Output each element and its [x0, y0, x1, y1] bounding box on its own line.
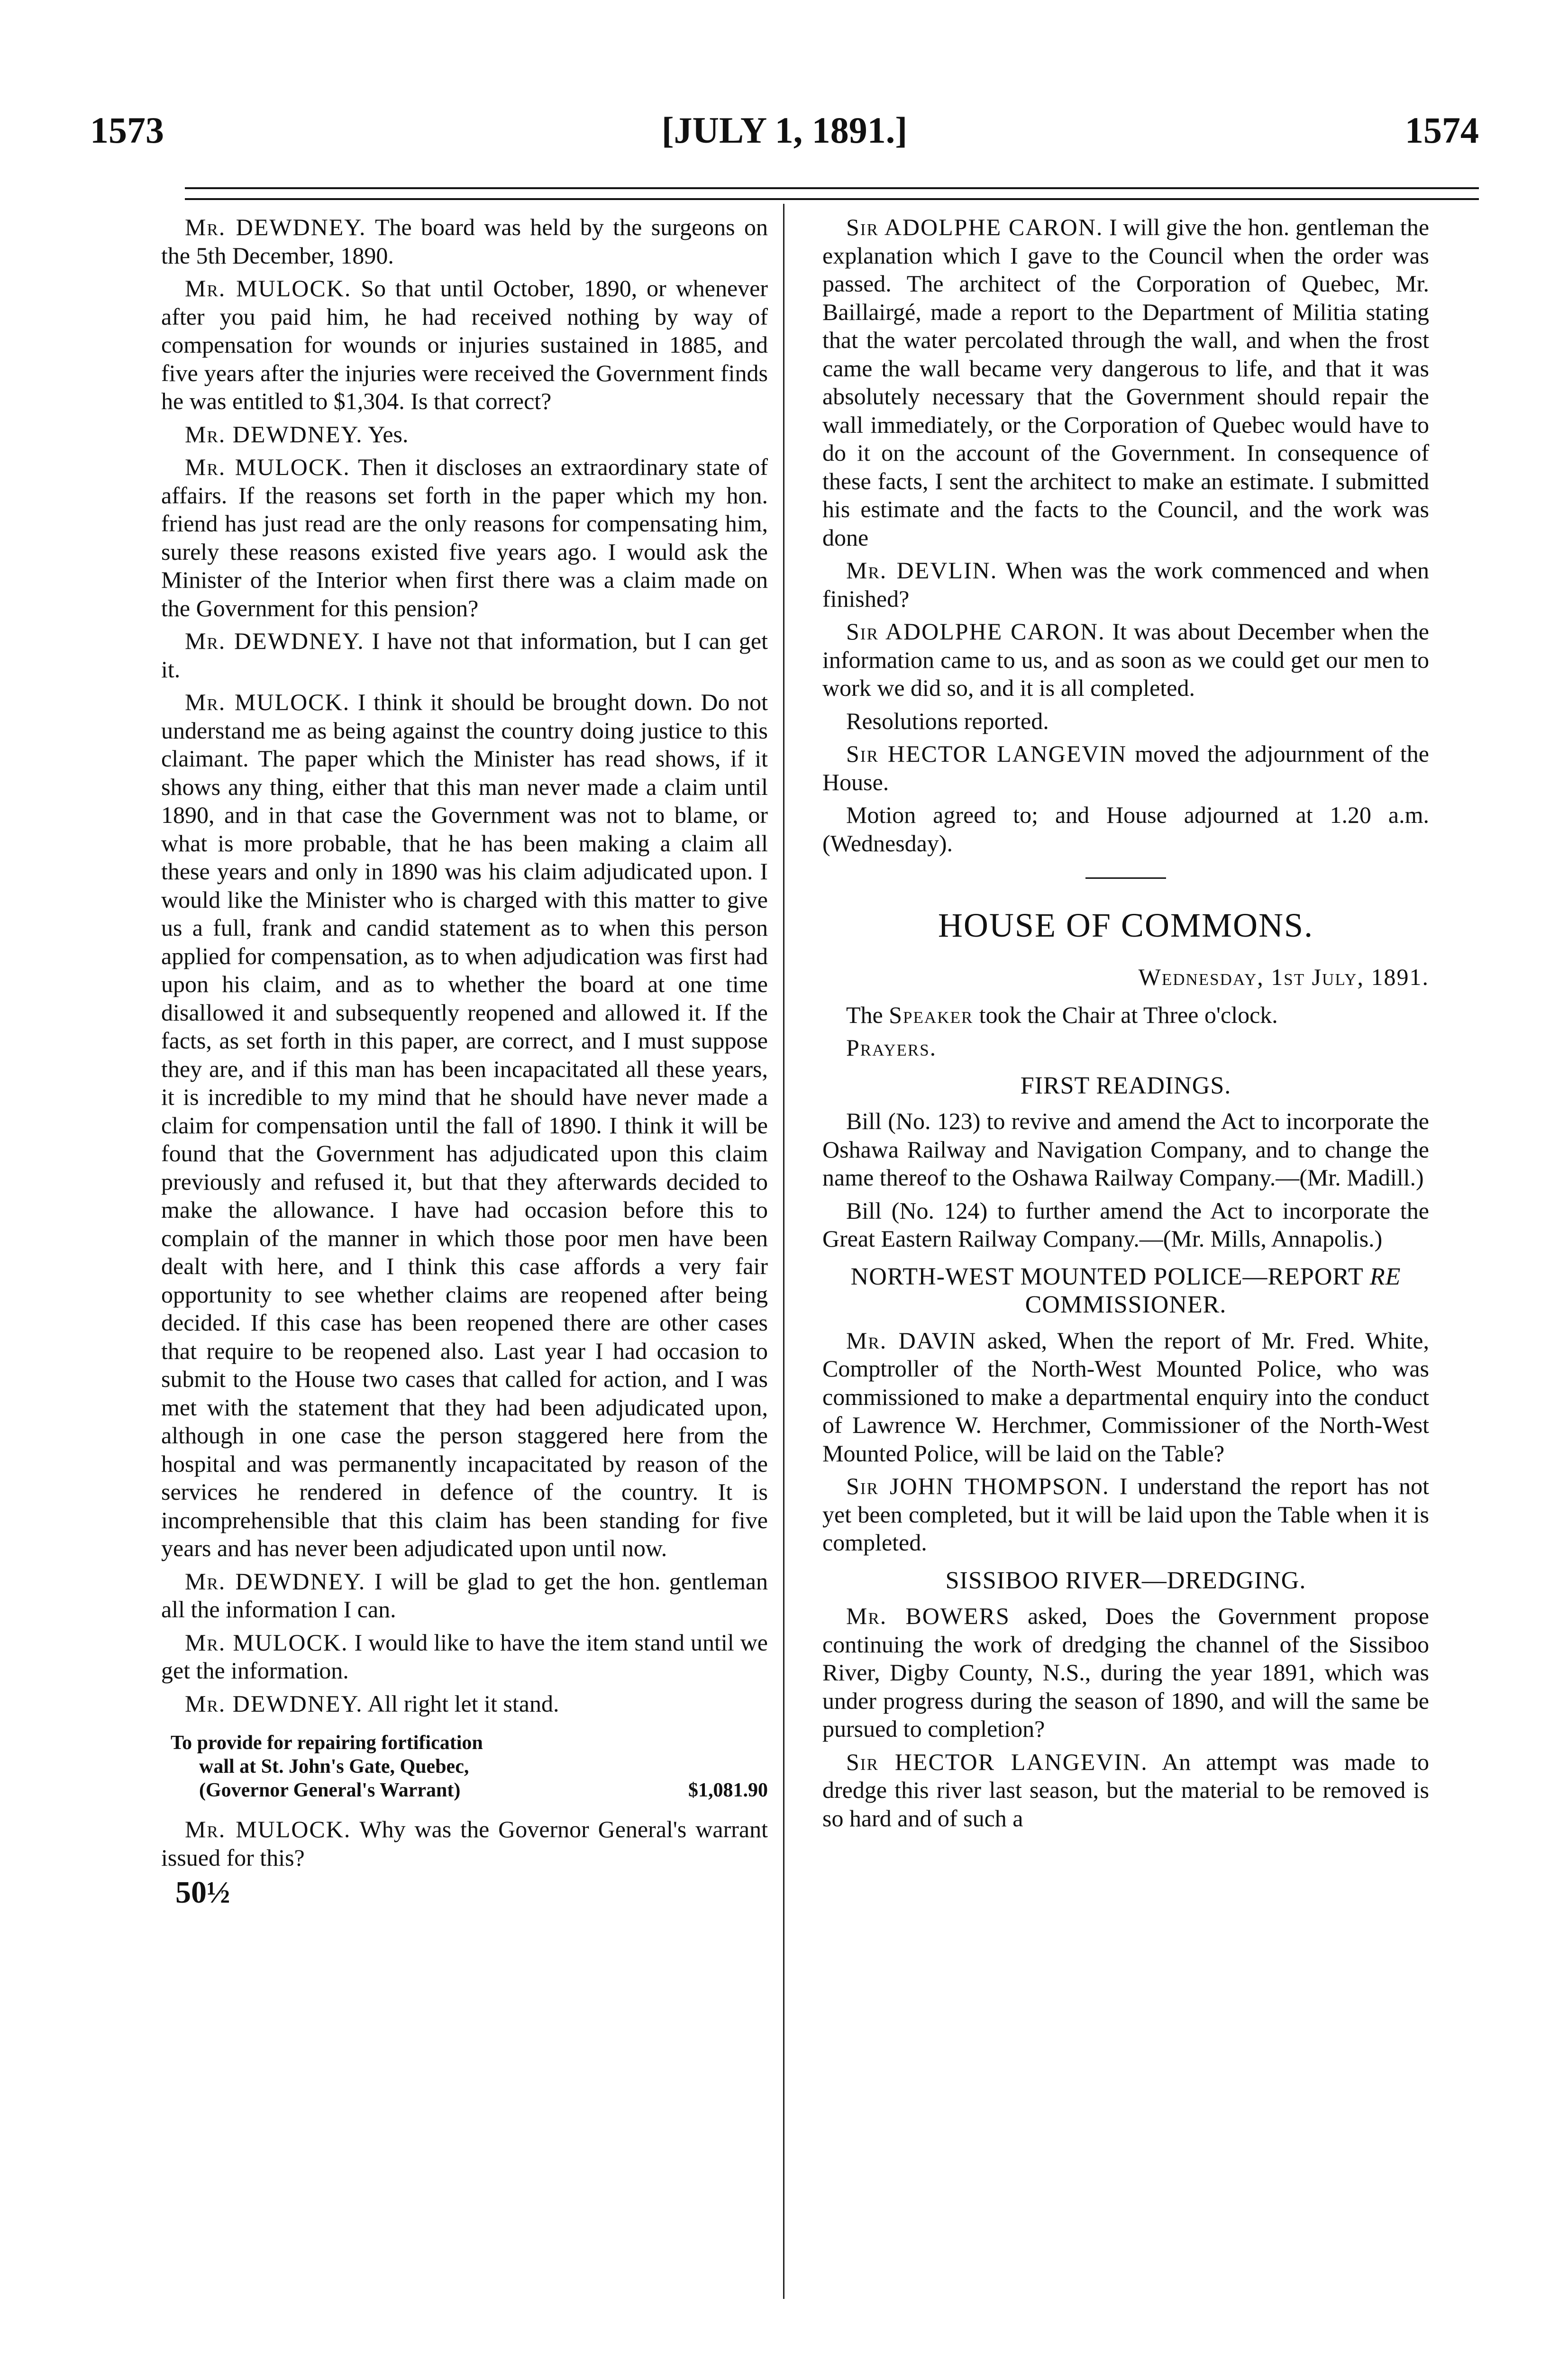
item-line-text: (Governor General's Warrant): [199, 1779, 461, 1801]
sitting-date: Wednesday, 1st July, 1891.: [1138, 964, 1429, 990]
speech-text: Then it discloses an extraordinary state of affairs. If the reasons set forth in the paper which my hon. friend has just read are the only reasons for compensating him, surely these reasons existed five years ago. I would ask the Minister of the Interior when first there was a claim made on the Government for this pension?: [161, 454, 768, 621]
speaker-name: Mr. MULOCK.: [185, 454, 350, 480]
paragraph: [161, 1568, 768, 1624]
bill-text: Bill (No. 123) to revive and amend the Act to incorporate the Oshawa Railway and Navigation Company, and to change the name thereof to the Oshawa Railway Company.—(Mr. Madill.): [822, 1108, 1429, 1191]
paragraph: [822, 1748, 1429, 1833]
estimate-item: [171, 1731, 768, 1802]
column-divider: [783, 204, 784, 2299]
paragraph: [822, 740, 1429, 796]
paragraph: [161, 1690, 768, 1718]
speech-text: An attempt was made to dredge this river last season, but the material to be removed is so hard and of such a: [822, 1748, 1429, 1832]
speaker-name: Sir ADOLPHE CARON.: [846, 618, 1105, 645]
speech-text: asked, When the report of Mr. Fred. White, Comptroller of the North-West Mounted Police, who was commissioned to make a departmental enquiry into the conduct of Lawrence W. Herchmer, Commissioner of the North-West Mounted Police, will be laid on the Table?: [822, 1327, 1429, 1467]
speech-text: asked, Does the Government propose continuing the work of dredging the channel of the Sissiboo River, Digby County, N.S., during the year 1891, which was under progress during the season of 1890, and will the same be pursued to completion?: [822, 1603, 1429, 1742]
speaker-name: Mr. BOWERS: [846, 1603, 1010, 1629]
paragraph: [822, 1034, 1429, 1062]
speaker-name: Mr. MULOCK.: [185, 689, 350, 715]
speaker-name: Mr. DAVIN: [846, 1327, 977, 1354]
item-amount: $1,081.90: [688, 1779, 768, 1801]
heading-text: RE: [1369, 1263, 1401, 1290]
page-header: [90, 109, 1479, 161]
header-date: [JULY 1, 1891.]: [661, 109, 908, 151]
speaker-name: Sir HECTOR LANGEVIN.: [846, 1748, 1148, 1775]
speaker-name: Mr. DEWDNEY.: [185, 1690, 363, 1717]
left-column: [161, 213, 768, 1910]
signature-mark: 50½: [175, 1875, 230, 1910]
speech-text: The board was held by the surgeons on the 5th December, 1890.: [161, 214, 768, 269]
paragraph: [161, 1629, 768, 1685]
speaker-name: Mr. DEWDNEY.: [185, 628, 365, 654]
section-heading: SISSIBOO RIVER—DREDGING.: [945, 1567, 1306, 1594]
speaker-name: Mr. DEWDNEY.: [185, 214, 366, 240]
speaker-name: Sir JOHN THOMPSON.: [846, 1473, 1110, 1499]
page-number-left: 1573: [90, 109, 164, 151]
speech-text: Why was the Governor General's warrant issued for this?: [161, 1816, 768, 1871]
right-column: [822, 213, 1429, 1837]
paragraph: [822, 1602, 1429, 1743]
item-line: To provide for repairing fortification: [171, 1732, 483, 1754]
paragraph: [161, 1815, 768, 1872]
section-heading: HOUSE OF COMMONS.: [938, 906, 1314, 944]
speech-text: Motion agreed to; and House adjourned at 1.20 a.m. (Wednesday).: [822, 802, 1429, 857]
paragraph: [822, 556, 1429, 613]
header-rule-top: [185, 187, 1479, 189]
bill-text: Bill (No. 124) to further amend the Act to incorporate the Great Eastern Railway Company.—(Mr. Mills, Annapolis.): [822, 1197, 1429, 1252]
speech-text: Yes.: [368, 420, 409, 447]
paragraph: [161, 627, 768, 684]
speaker-title: Speaker: [889, 1001, 974, 1028]
speaker-name: Sir ADOLPHE CARON.: [846, 214, 1103, 240]
speech-text: moved the adjournment of the House.: [822, 740, 1429, 795]
speaker-name: Mr. DEVLIN.: [846, 557, 998, 583]
speech-text: I will give the hon. gentleman the explanation which I gave to the Council when the order was passed. The architect of the Corporation of Quebec, Mr. Baillairgé, made a report to the Department of Militia stating that the water percolated through the wall, and when the frost came the wall became very dangerous to life, and that it was absolutely necessary that the Government should repair the wall immediately, or the Corporation of Quebec would have to do it on the account of the Government. In consequence of these facts, I sent the architect to make an estimate. I submitted his estimate and the facts to the Council, and the work was done: [822, 214, 1430, 551]
speech-text: All right let it stand.: [367, 1690, 559, 1717]
paragraph: [822, 618, 1429, 702]
paragraph: [161, 213, 768, 270]
item-line: wall at St. John's Gate, Quebec,: [199, 1756, 469, 1778]
paragraph: [822, 801, 1429, 857]
speaker-name: Mr. DEWDNEY.: [185, 420, 363, 447]
paragraph: [822, 213, 1429, 552]
speaker-name: Mr. MULOCK.: [185, 1816, 351, 1842]
speech-text: I understand the report has not yet been completed, but it will be laid upon the Table when it is completed.: [822, 1473, 1430, 1556]
speech-text: So that until October, 1890, or whenever after you paid him, he had received nothing by way of compensation for wounds or injuries sustained in 1885, and five years after the injuries were received the Government finds he was entitled to $1,304. Is that correct?: [161, 275, 768, 414]
paragraph: [161, 420, 768, 449]
section-heading: [822, 1263, 1429, 1319]
speech-text: took the Chair at Three o'clock.: [979, 1001, 1278, 1028]
heading-text: COMMISSIONER.: [1025, 1291, 1227, 1318]
speaker-name: Mr. MULOCK.: [185, 275, 352, 301]
speech-text: I have not that information, but I can get it.: [161, 628, 768, 683]
section-separator: [1085, 877, 1166, 879]
prayers-label: Prayers.: [846, 1034, 937, 1061]
paragraph: [161, 274, 768, 416]
speech-text: I would like to have the item stand until we get the information.: [161, 1629, 768, 1684]
speech-text: Resolutions reported.: [846, 707, 1049, 734]
speech-text: It was about December when the information came to us, and as soon as we could get our men to work we did so, and it is all completed.: [822, 618, 1429, 701]
paragraph: [822, 1327, 1429, 1468]
speech-text: I think it should be brought down. Do not understand me as being against the country doing justice to this claimant. The paper which the Minister has read shows, if it shows any thing, either that this man never made a claim until 1890, and in that case the Government was not to blame, or what is more probable, that he has been making a claim all these years and only in 1890 was his claim adjudicated upon. I would like the Minister who is charged with this matter to give us a full, frank and candid statement as to when this person applied for compensation, as to when adjudication was first had upon his claim, and as to whether the board at one time disallowed it and subsequently reopened and allowed it. If the facts, as set forth in this paper, are correct, and I must suppose they are, and if this man has been incapacitated all these years, it is incredible to my mind that he should have never made a claim for compensation until the fall of 1890. I think it will be found that the Government has adjudicated upon this claim previously and refused it, but that they afterwards decided to make the allowance. I have had occasion before this to complain of the manner in which those poor men have been dealt with here, and I think this case affords a very fair opportunity to see whether claims are reopened after being decided. If this case has been reopened there are other cases that require to be reopened also. Last year I had occasion to submit to the House two cases that called for action, and I was met with the statement that they had been adjudicated upon, although in one case the person staggered here from the hospital and was permanently incapacitated by reason of the services he rendered in defence of the country. It is incomprehensible that this claim has been standing for five years and has never been adjudicated upon until now.: [161, 689, 768, 1561]
speaker-name: Mr. DEWDNEY.: [185, 1568, 366, 1595]
paragraph: [822, 1472, 1429, 1557]
paragraph: [822, 1107, 1429, 1192]
paragraph: [822, 1197, 1429, 1253]
page-number-right: 1574: [1405, 109, 1479, 151]
speech-text: I will be glad to get the hon. gentleman all the information I can.: [161, 1568, 768, 1623]
paragraph: [822, 1001, 1429, 1030]
header-rule-bottom: [185, 198, 1479, 200]
item-line: [171, 1778, 768, 1802]
section-heading: FIRST READINGS.: [1020, 1072, 1231, 1099]
paragraph: [161, 688, 768, 1563]
speech-text: When was the work commenced and when finished?: [822, 557, 1429, 612]
paragraph: [822, 707, 1429, 736]
paragraph: [161, 453, 768, 622]
speech-text: The: [846, 1001, 883, 1028]
speaker-name: Mr. MULOCK.: [185, 1629, 348, 1656]
heading-text: NORTH-WEST MOUNTED POLICE—REPORT: [850, 1263, 1363, 1290]
speaker-name: Sir HECTOR LANGEVIN: [846, 740, 1127, 767]
